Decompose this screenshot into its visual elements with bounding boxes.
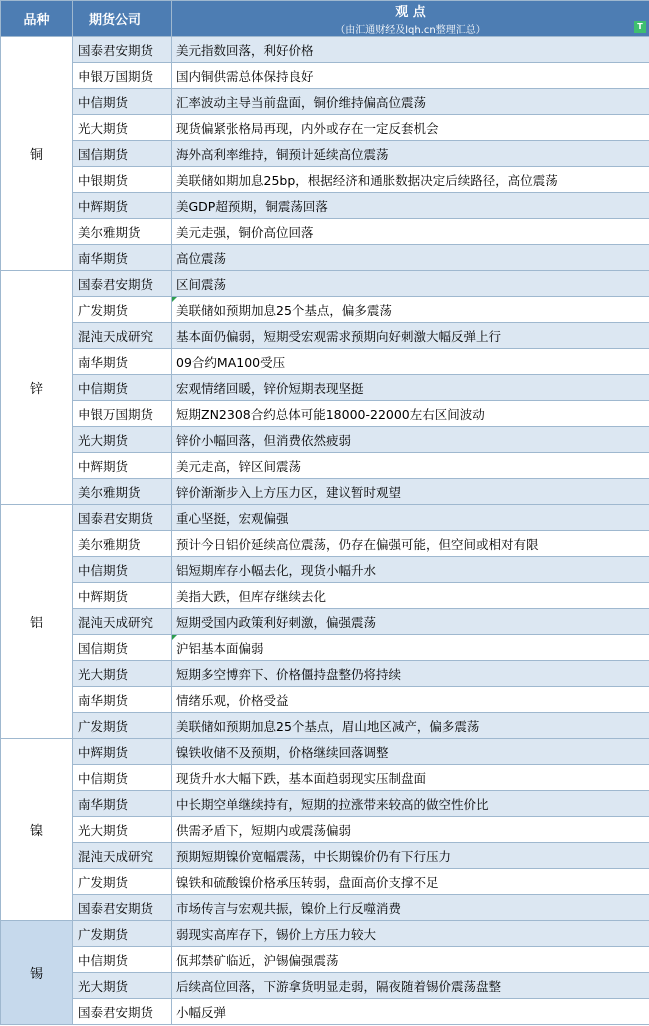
company-cell: 光大期货 [73, 427, 172, 453]
table-row [1, 349, 649, 375]
table-row [1, 557, 649, 583]
view-text: 区间震荡 [176, 276, 227, 292]
table-row [1, 765, 649, 791]
view-text: 后续高位回落，下游拿货明显走弱，隔夜随着锡价震荡盘整 [176, 978, 502, 994]
company-cell: 混沌天成研究 [73, 843, 172, 869]
company-cell: 美尔雅期货 [73, 219, 172, 245]
view-text: 国内铜供需总体保持良好 [176, 68, 314, 84]
company-cell: 南华期货 [73, 245, 172, 271]
commodity-cell: 铜 [1, 37, 73, 271]
company-cell: 中信期货 [73, 765, 172, 791]
view-cell [172, 817, 649, 843]
view-cell [172, 141, 649, 167]
view-cell [172, 37, 649, 63]
company-cell: 南华期货 [73, 791, 172, 817]
header-view [172, 1, 649, 37]
view-cell [172, 973, 649, 999]
company-cell: 混沌天成研究 [73, 323, 172, 349]
view-cell [172, 609, 649, 635]
view-cell [172, 505, 649, 531]
company-cell: 国泰君安期货 [73, 505, 172, 531]
table-row [1, 63, 649, 89]
table-row [1, 141, 649, 167]
view-text: 宏观情绪回暖，锌价短期表现坚挺 [176, 380, 364, 396]
view-cell [172, 947, 649, 973]
table-row [1, 531, 649, 557]
table-row [1, 687, 649, 713]
table-row [1, 921, 649, 947]
view-text: 美GDP超预期，铜震荡回落 [176, 198, 328, 214]
company-cell: 南华期货 [73, 349, 172, 375]
view-cell [172, 115, 649, 141]
company-cell: 中辉期货 [73, 583, 172, 609]
company-cell: 国泰君安期货 [73, 895, 172, 921]
view-cell [172, 271, 649, 297]
table-row [1, 453, 649, 479]
view-cell [172, 63, 649, 89]
t-badge-icon[interactable]: T [634, 21, 646, 33]
view-cell [172, 635, 649, 661]
header-commodity: 品种 [1, 1, 73, 37]
comment-marker-icon [172, 635, 177, 640]
view-cell [172, 791, 649, 817]
view-text: 镍铁和硫酸镍价格承压转弱，盘面高价支撑不足 [176, 874, 439, 890]
table-row [1, 167, 649, 193]
view-cell [172, 999, 649, 1025]
table-row [1, 869, 649, 895]
view-text: 情绪乐观，价格受益 [176, 692, 289, 708]
table-row [1, 739, 649, 765]
company-cell: 国信期货 [73, 635, 172, 661]
view-text: 09合约MA100受压 [176, 354, 286, 370]
commodity-cell: 镍 [1, 739, 73, 921]
company-cell: 中辉期货 [73, 739, 172, 765]
view-text: 美元走强，铜价高位回落 [176, 224, 314, 240]
view-text: 汇率波动主导当前盘面，铜价维持偏高位震荡 [176, 94, 427, 110]
view-text: 美元指数回落，利好价格 [176, 42, 314, 58]
header-view-title: 观 点 [395, 5, 426, 20]
view-text: 美联储如期加息25bp，根据经济和通胀数据决定后续路径，高位震荡 [176, 172, 558, 188]
view-text: 小幅反弹 [176, 1004, 227, 1020]
view-cell [172, 479, 649, 505]
view-cell [172, 765, 649, 791]
view-cell [172, 557, 649, 583]
view-cell [172, 193, 649, 219]
view-cell [172, 427, 649, 453]
view-cell [172, 921, 649, 947]
view-cell [172, 349, 649, 375]
view-cell [172, 713, 649, 739]
company-cell: 广发期货 [73, 713, 172, 739]
view-cell [172, 297, 649, 323]
view-text: 供需矛盾下，短期内或震荡偏弱 [176, 822, 352, 838]
table-row [1, 843, 649, 869]
table-row [1, 583, 649, 609]
company-cell: 广发期货 [73, 297, 172, 323]
company-cell: 光大期货 [73, 661, 172, 687]
company-cell: 中银期货 [73, 167, 172, 193]
view-cell [172, 245, 649, 271]
view-text: 高位震荡 [176, 250, 227, 266]
view-cell [172, 843, 649, 869]
view-cell [172, 661, 649, 687]
view-cell [172, 869, 649, 895]
company-cell: 光大期货 [73, 817, 172, 843]
view-text: 市场传言与宏观共振，镍价上行反噬消费 [176, 900, 402, 916]
view-text: 现货偏紧张格局再现，内外或存在一定反套机会 [176, 120, 439, 136]
header-view-subtitle: （由汇通财经及lqh.cn整理汇总） [335, 25, 486, 36]
view-text: 短期受国内政策利好刺激，偏强震荡 [176, 614, 377, 630]
company-cell: 中信期货 [73, 557, 172, 583]
table-row [1, 37, 649, 63]
company-cell: 光大期货 [73, 115, 172, 141]
table-row [1, 245, 649, 271]
company-cell: 广发期货 [73, 869, 172, 895]
company-cell: 南华期货 [73, 687, 172, 713]
table-row [1, 271, 649, 297]
table-row [1, 401, 649, 427]
view-text: 短期多空博弈下、价格僵持盘整仍将持续 [176, 666, 402, 682]
view-text: 重心坚挺，宏观偏强 [176, 510, 289, 526]
company-cell: 国泰君安期货 [73, 999, 172, 1025]
view-cell [172, 531, 649, 557]
comment-marker-icon [172, 297, 177, 302]
view-cell [172, 375, 649, 401]
view-text: 镍铁收储不及预期，价格继续回落调整 [176, 744, 389, 760]
view-text: 铝短期库存小幅去化，现货小幅升水 [176, 562, 377, 578]
table-row [1, 505, 649, 531]
table-row [1, 375, 649, 401]
table-row [1, 999, 649, 1025]
view-text: 中长期空单继续持有，短期的拉涨带来较高的做空性价比 [176, 796, 489, 812]
table-row [1, 427, 649, 453]
view-cell [172, 687, 649, 713]
table-row [1, 297, 649, 323]
view-cell [172, 167, 649, 193]
table-row [1, 219, 649, 245]
company-cell: 中信期货 [73, 375, 172, 401]
table-body [1, 37, 649, 1025]
company-cell: 中信期货 [73, 947, 172, 973]
table-row [1, 791, 649, 817]
view-cell [172, 219, 649, 245]
company-cell: 国信期货 [73, 141, 172, 167]
company-cell: 中辉期货 [73, 453, 172, 479]
company-cell: 混沌天成研究 [73, 609, 172, 635]
view-text: 美元走高，锌区间震荡 [176, 458, 302, 474]
table-row [1, 635, 649, 661]
company-cell: 广发期货 [73, 921, 172, 947]
view-cell [172, 401, 649, 427]
commodity-cell: 锌 [1, 271, 73, 505]
view-text: 美联储如预期加息25个基点，偏多震荡 [176, 302, 392, 318]
view-text: 预计今日铝价延续高位震荡，仍存在偏强可能，但空间或相对有限 [176, 536, 539, 552]
view-text: 海外高利率维持，铜预计延续高位震荡 [176, 146, 389, 162]
view-text: 预期短期镍价宽幅震荡，中长期镍价仍有下行压力 [176, 848, 452, 864]
table-row [1, 713, 649, 739]
header-company: 期货公司 [73, 1, 172, 37]
company-cell: 美尔雅期货 [73, 531, 172, 557]
company-cell: 中信期货 [73, 89, 172, 115]
view-cell [172, 453, 649, 479]
company-cell: 美尔雅期货 [73, 479, 172, 505]
view-text: 短期ZN2308合约总体可能18000-22000左右区间波动 [176, 406, 485, 422]
table-row [1, 323, 649, 349]
view-text: 沪铝基本面偏弱 [176, 640, 264, 656]
view-text: 锌价小幅回落，但消费依然疲弱 [176, 432, 352, 448]
view-text: 基本面仍偏弱，短期受宏观需求预期向好刺激大幅反弹上行 [176, 328, 502, 344]
view-text: 美联储如预期加息25个基点，眉山地区减产，偏多震荡 [176, 718, 480, 734]
company-cell: 国泰君安期货 [73, 271, 172, 297]
view-text: 佤邦禁矿临近，沪锡偏强震荡 [176, 952, 339, 968]
table-row [1, 193, 649, 219]
view-cell [172, 739, 649, 765]
commodity-cell: 锡 [1, 921, 73, 1025]
company-cell: 中辉期货 [73, 193, 172, 219]
table-row [1, 661, 649, 687]
view-text: 现货升水大幅下跌，基本面趋弱现实压制盘面 [176, 770, 427, 786]
table-row [1, 817, 649, 843]
view-cell [172, 583, 649, 609]
view-text: 弱现实高库存下，锡价上方压力较大 [176, 926, 377, 942]
table-row [1, 895, 649, 921]
table-row [1, 479, 649, 505]
view-cell [172, 323, 649, 349]
table-row [1, 89, 649, 115]
company-cell: 申银万国期货 [73, 63, 172, 89]
company-cell: 国泰君安期货 [73, 37, 172, 63]
table-row [1, 973, 649, 999]
table-row [1, 947, 649, 973]
company-cell: 申银万国期货 [73, 401, 172, 427]
view-text: 锌价渐渐步入上方压力区，建议暂时观望 [176, 484, 402, 500]
view-cell [172, 895, 649, 921]
table-row [1, 115, 649, 141]
commodity-cell: 铝 [1, 505, 73, 739]
view-text: 美指大跌，但库存继续去化 [176, 588, 327, 604]
header-row [1, 1, 649, 37]
company-cell: 光大期货 [73, 973, 172, 999]
view-cell [172, 89, 649, 115]
table-row [1, 609, 649, 635]
